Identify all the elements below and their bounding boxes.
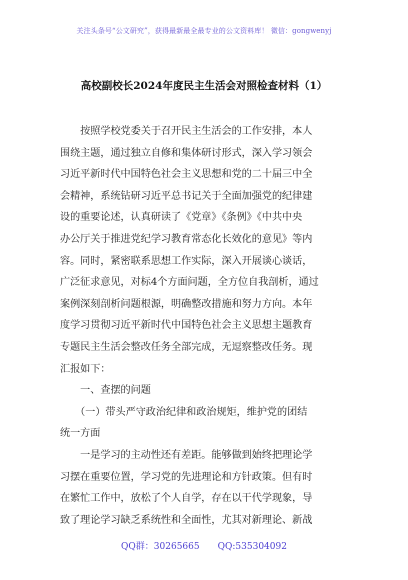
subsection-heading-cont: 统一方面 <box>60 428 101 440</box>
body-line: 案例深刻剖析问题根源，明确整改措施和努力方向。本年 <box>60 298 313 310</box>
body-line: 设的重要论述，认真研读了《党章》《条例》《中共中央 <box>60 212 303 224</box>
body-line: 致了理论学习缺乏系统性和全面性，尤其对新理论、新战 <box>60 514 313 526</box>
body-line: 一是学习的主动性还有差距。能够做到始终把理论学 <box>60 449 313 461</box>
body-line: 会精神，系统钻研习近平总书记关于全面加强党的纪律建 <box>60 190 313 202</box>
body-line: 习近平新时代中国特色社会主义思想和党的二十届三中全 <box>60 169 313 181</box>
contact-footer <box>0 539 408 552</box>
body-line: 在繁忙工作中，放松了个人自学，存在以干代学现象，导 <box>60 493 313 505</box>
qq-number: QQ:535304092 <box>217 542 287 552</box>
body-line: 专题民主生活会整改任务全部完成，无逗察整改任务。现 <box>60 341 313 353</box>
body-line: 围绕主题，通过独立自修和集体研讨形式，深入学习领会 <box>60 147 313 159</box>
document-title: 高校副校长2024年度民主生活会对照检查材料（1） <box>80 80 328 92</box>
body-line: 度学习贯彻习近平新时代中国特色社会主义思想主题教育 <box>60 320 313 332</box>
body-line: 汇报如下： <box>60 363 111 375</box>
section-heading: 一、查摆的问题 <box>60 385 151 397</box>
subsection-heading: （一）带头严守政治纪律和政治规矩，维护党的团结 <box>60 406 308 418</box>
document-body <box>60 121 345 531</box>
body-line: 习摆在重要位置，学习党的先进理论和方针政策。但有时 <box>60 471 313 483</box>
body-line: 容。同时，紧密联系思想工作实际，深入开展谈心谈话， <box>60 255 313 267</box>
body-line: 广泛征求意见，对标4个方面问题，全方位自我剖析，通过 <box>60 277 319 289</box>
body-line: 办公厅关于推进党纪学习教育常态化长效化的意见》等内 <box>60 233 313 245</box>
body-line: 按照学校党委关于召开民主生活会的工作安排，本人 <box>60 126 313 137</box>
promo-banner: 关注头条号“公文研究”，获得最新最全最专业的公文资料库！ 微信：gongwenyj <box>76 27 332 35</box>
qq-group: QQ群：30265665 <box>121 542 200 552</box>
